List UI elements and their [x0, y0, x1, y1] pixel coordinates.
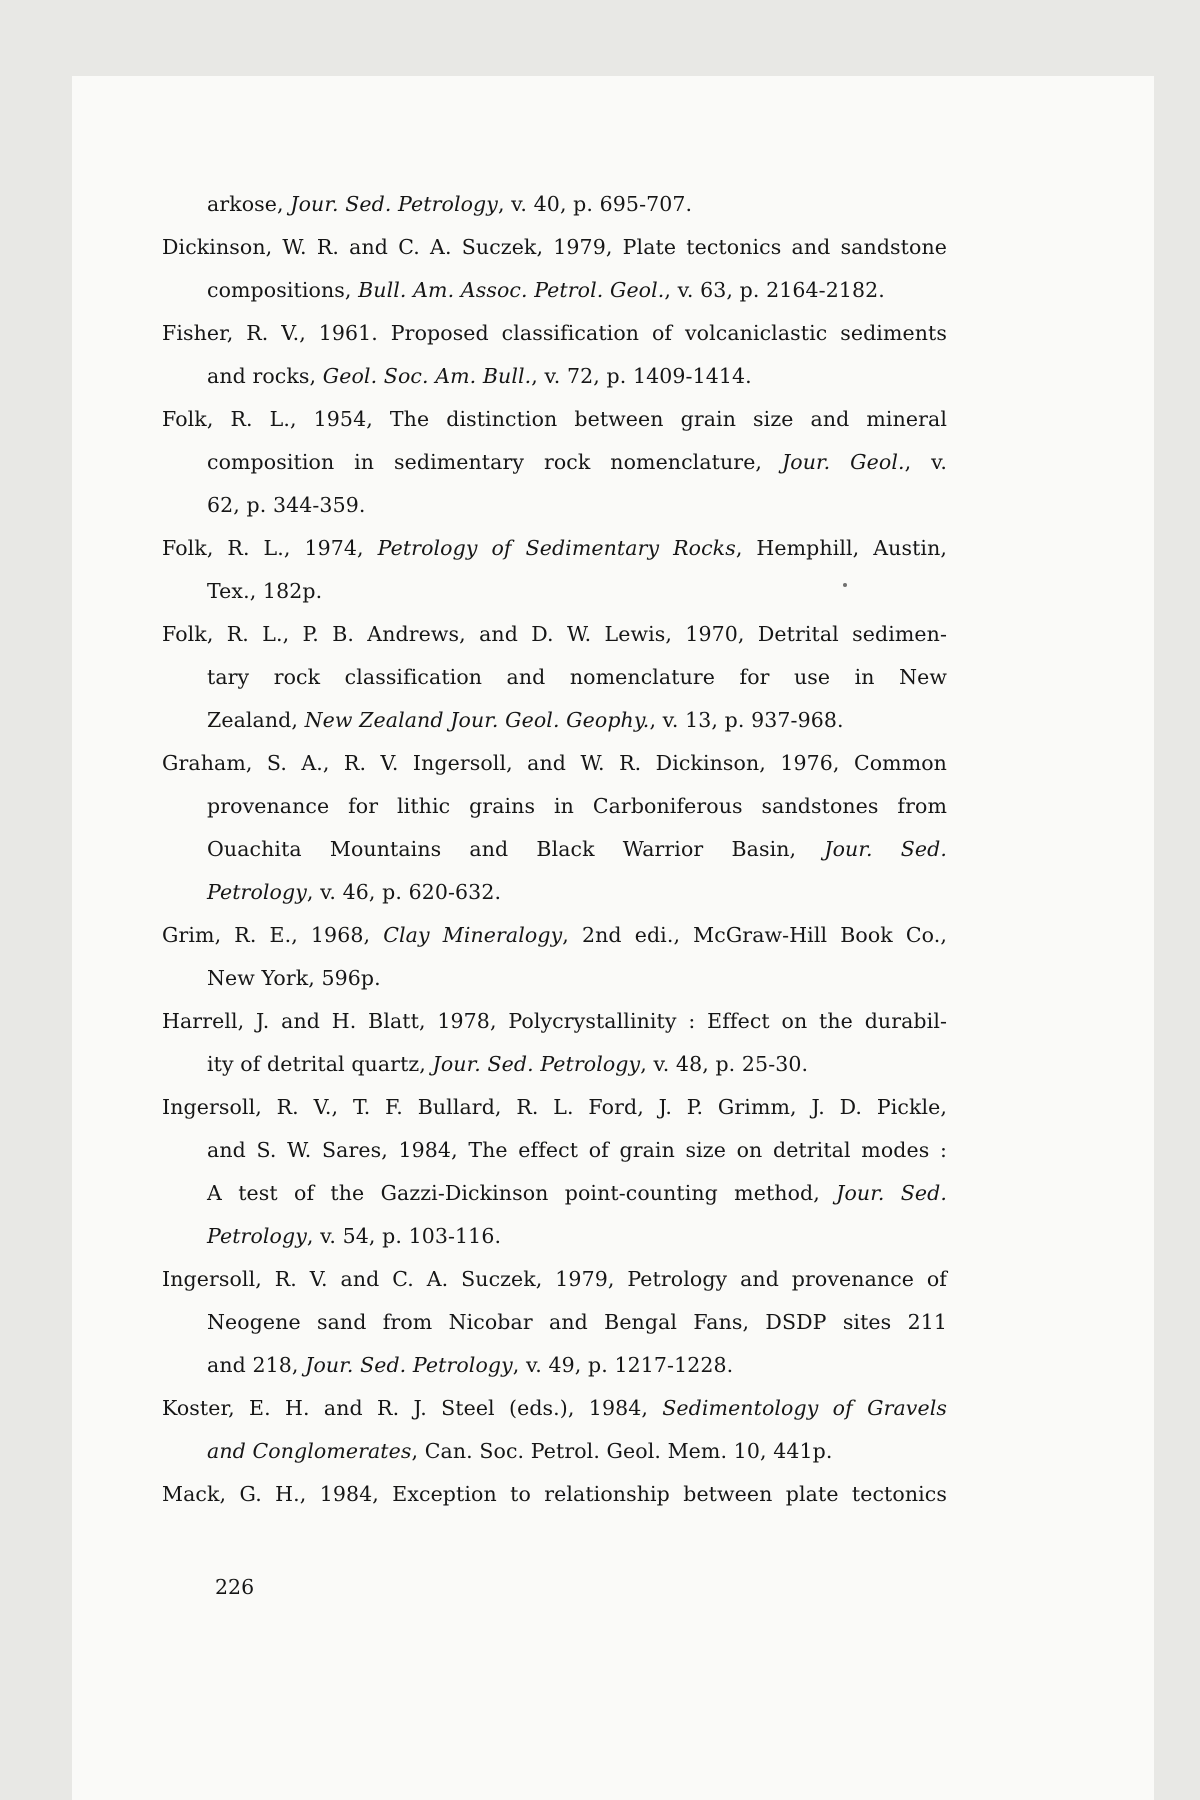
reference-text: Mack, G. H., 1984, Exception to relationship between plate tectonics	[162, 1482, 947, 1506]
reference-text: , v.	[904, 450, 947, 474]
reference-text: , v. 63, p. 2164-2182.	[664, 278, 885, 302]
reference-entry	[162, 1387, 947, 1473]
reference-text: and S. W. Sares, 1984, The effect of grain size on detrital modes :	[207, 1138, 947, 1162]
reference-line	[162, 312, 947, 355]
reference-text: Graham, S. A., R. V. Ingersoll, and W. R. Dickinson, 1976, Common	[162, 751, 947, 775]
reference-line	[162, 1172, 947, 1215]
reference-line	[162, 613, 947, 656]
reference-line	[162, 914, 947, 957]
reference-text: , Hemphill, Austin,	[735, 536, 947, 560]
reference-text: Grim, R. E., 1968,	[162, 923, 384, 947]
reference-text: tary rock classification and nomenclature for use in New	[207, 665, 947, 689]
reference-entry	[162, 1086, 947, 1258]
reference-line	[162, 527, 947, 570]
reference-entry	[162, 914, 947, 1000]
reference-text: Neogene sand from Nicobar and Bengal Fans, DSDP sites 211	[207, 1310, 947, 1334]
reference-entry	[162, 1258, 947, 1387]
work-title-italic: Jour. Sed. Petrology	[305, 1353, 513, 1377]
reference-line	[162, 871, 947, 914]
reference-line	[162, 183, 947, 226]
work-title-italic: Jour. Sed. Petrology	[290, 192, 498, 216]
reference-text: composition in sedimentary rock nomenclature,	[207, 450, 782, 474]
work-title-italic: Petrology of Sedimentary Rocks	[377, 536, 736, 560]
reference-entry	[162, 1473, 947, 1516]
work-title-italic: Clay Mineralogy	[383, 923, 563, 947]
work-title-italic: New Zealand Jour. Geol. Geophy.	[304, 708, 650, 732]
work-title-italic: Geol. Soc. Am. Bull.	[322, 364, 532, 388]
reference-text: Ingersoll, R. V. and C. A. Suczek, 1979, Petrology and provenance of	[162, 1267, 947, 1291]
reference-text: , Can. Soc. Petrol. Geol. Mem. 10, 441p.	[411, 1439, 833, 1463]
reference-text: Fisher, R. V., 1961. Proposed classification of volcaniclastic sediments	[162, 321, 947, 345]
references-list	[162, 183, 947, 1516]
reference-text: , v. 54, p. 103-116.	[306, 1224, 502, 1248]
reference-entry	[162, 312, 947, 398]
reference-line	[162, 1086, 947, 1129]
work-title-italic: Sedimentology of Gravels	[662, 1396, 947, 1420]
reference-line	[162, 226, 947, 269]
reference-text: Ouachita Mountains and Black Warrior Basin,	[207, 837, 825, 861]
reference-line	[162, 656, 947, 699]
reference-text: compositions,	[207, 278, 359, 302]
work-title-italic: Jour. Geol.	[781, 450, 905, 474]
reference-text: , v. 49, p. 1217-1228.	[512, 1353, 734, 1377]
reference-line	[162, 398, 947, 441]
reference-text: and 218,	[207, 1353, 306, 1377]
reference-line	[162, 1043, 947, 1086]
work-title-italic: Jour. Sed.	[836, 1181, 947, 1205]
page-number: 226	[215, 1575, 255, 1599]
reference-line	[162, 570, 947, 613]
reference-entry	[162, 527, 947, 613]
reference-line	[162, 484, 947, 527]
reference-line	[162, 785, 947, 828]
reference-line	[162, 1301, 947, 1344]
reference-line	[162, 1473, 947, 1516]
reference-line	[162, 957, 947, 1000]
reference-text: , v. 40, p. 695-707.	[497, 192, 693, 216]
reference-line	[162, 828, 947, 871]
work-title-italic: Bull. Am. Assoc. Petrol. Geol.	[358, 278, 665, 302]
reference-text: New York, 596p.	[207, 966, 381, 990]
reference-line	[162, 742, 947, 785]
reference-entry	[162, 1000, 947, 1086]
reference-line	[162, 1000, 947, 1043]
reference-line	[162, 1344, 947, 1387]
reference-line	[162, 441, 947, 484]
reference-text: Folk, R. L., 1954, The distinction between grain size and mineral	[162, 407, 947, 431]
work-title-italic: and Conglomerates	[207, 1439, 412, 1463]
reference-entry	[162, 398, 947, 527]
reference-text: Zealand,	[207, 708, 305, 732]
reference-entry	[162, 613, 947, 742]
reference-text: A test of the Gazzi-Dickinson point-counting method,	[207, 1181, 837, 1205]
reference-text: Ingersoll, R. V., T. F. Bullard, R. L. Ford, J. P. Grimm, J. D. Pickle,	[162, 1095, 947, 1119]
reference-text: , v. 46, p. 620-632.	[306, 880, 502, 904]
work-title-italic: Petrology	[207, 1224, 307, 1248]
reference-text: , v. 13, p. 937-968.	[649, 708, 844, 732]
reference-text: Tex., 182p.	[207, 579, 323, 603]
reference-text: Harrell, J. and H. Blatt, 1978, Polycrystallinity : Effect on the durabil-	[162, 1009, 947, 1033]
reference-text: provenance for lithic grains in Carboniferous sandstones from	[207, 794, 947, 818]
reference-entry	[162, 183, 947, 226]
work-title-italic: Jour. Sed. Petrology	[432, 1052, 641, 1076]
reference-text: Folk, R. L., 1974,	[162, 536, 378, 560]
scanned-page	[72, 76, 1154, 1800]
work-title-italic: Jour. Sed.	[824, 837, 947, 861]
reference-line	[162, 699, 947, 742]
reference-text: arkose,	[207, 192, 291, 216]
reference-text: , v. 48, p. 25-30.	[640, 1052, 809, 1076]
reference-text: , 2nd edi., McGraw-Hill Book Co.,	[562, 923, 947, 947]
reference-line	[162, 1258, 947, 1301]
reference-entry	[162, 742, 947, 914]
reference-text: and rocks,	[207, 364, 323, 388]
reference-text: Dickinson, W. R. and C. A. Suczek, 1979, Plate tectonics and sandstone	[162, 235, 947, 259]
reference-text: Koster, E. H. and R. J. Steel (eds.), 1984,	[162, 1396, 663, 1420]
reference-text: 62, p. 344-359.	[207, 493, 366, 517]
reference-line	[162, 269, 947, 312]
reference-text: , v. 72, p. 1409-1414.	[531, 364, 752, 388]
reference-line	[162, 1430, 947, 1473]
work-title-italic: Petrology	[207, 880, 307, 904]
reference-line	[162, 1387, 947, 1430]
reference-text: Folk, R. L., P. B. Andrews, and D. W. Lewis, 1970, Detrital sedimen-	[162, 622, 947, 646]
reference-line	[162, 355, 947, 398]
reference-entry	[162, 226, 947, 312]
reference-text: ity of detrital quartz,	[207, 1052, 433, 1076]
scan-speck	[843, 583, 847, 587]
reference-line	[162, 1215, 947, 1258]
reference-line	[162, 1129, 947, 1172]
